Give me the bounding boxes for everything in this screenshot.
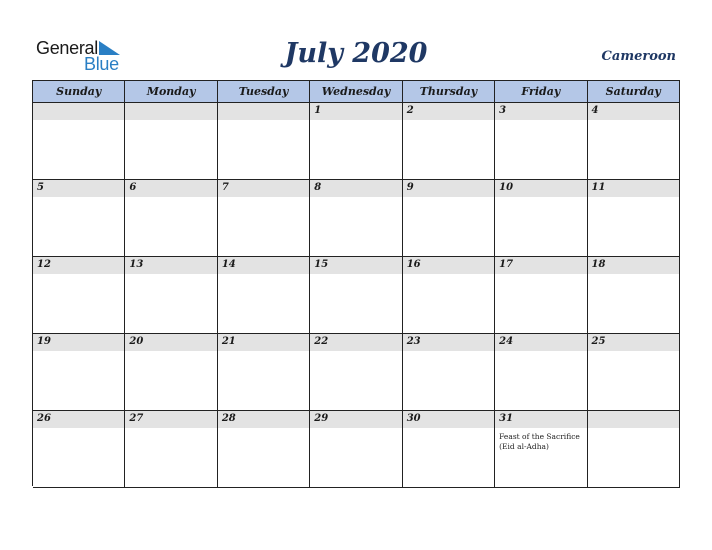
day-cell bbox=[218, 334, 310, 411]
day-number: 10 bbox=[499, 182, 514, 193]
day-number: 3 bbox=[499, 105, 507, 116]
day-number: 6 bbox=[129, 182, 137, 193]
day-number: 21 bbox=[221, 336, 236, 347]
day-number: 5 bbox=[37, 182, 44, 193]
day-cell bbox=[310, 103, 402, 180]
day-cell bbox=[310, 334, 402, 411]
day-cell bbox=[218, 180, 310, 257]
weekday-header-row bbox=[33, 81, 680, 103]
weekday-header: Sunday bbox=[33, 81, 125, 103]
day-cell bbox=[125, 180, 217, 257]
day-number: 2 bbox=[406, 105, 414, 116]
weekday-header: Tuesday bbox=[218, 81, 310, 103]
day-cell bbox=[218, 103, 310, 180]
day-number: 26 bbox=[37, 413, 51, 424]
day-number: 28 bbox=[221, 413, 236, 424]
day-band bbox=[588, 103, 679, 120]
calendar-title: July 2020 bbox=[284, 38, 428, 69]
day-number: 31 bbox=[499, 413, 514, 424]
day-cell bbox=[33, 411, 125, 488]
day-band bbox=[33, 103, 124, 120]
day-number: 23 bbox=[406, 336, 421, 347]
day-number: 8 bbox=[314, 182, 322, 193]
calendar-grid bbox=[32, 80, 680, 486]
day-cell bbox=[125, 257, 217, 334]
day-cell bbox=[218, 411, 310, 488]
day-cell bbox=[588, 103, 680, 180]
day-band bbox=[495, 103, 586, 120]
day-number: 19 bbox=[37, 336, 51, 347]
day-cell bbox=[495, 334, 587, 411]
holiday-label: Feast of the Sacrifice (Eid al-Adha) bbox=[499, 432, 580, 451]
day-cell bbox=[403, 257, 495, 334]
day-cell bbox=[588, 180, 680, 257]
week-row bbox=[33, 257, 680, 334]
day-number: 13 bbox=[129, 259, 144, 270]
day-cell bbox=[218, 257, 310, 334]
logo-general-text: General bbox=[36, 38, 98, 58]
day-band bbox=[218, 180, 309, 197]
weekday-header: Friday bbox=[495, 81, 587, 103]
day-band bbox=[125, 103, 216, 120]
day-number: 11 bbox=[591, 182, 606, 193]
day-number: 29 bbox=[314, 413, 329, 424]
day-number: 4 bbox=[591, 105, 599, 116]
week-row bbox=[33, 180, 680, 257]
day-cell bbox=[403, 334, 495, 411]
day-cell bbox=[310, 411, 402, 488]
day-cell bbox=[403, 103, 495, 180]
day-cell bbox=[33, 257, 125, 334]
weekday-header: Monday bbox=[125, 81, 217, 103]
logo-blue-text: Blue bbox=[84, 54, 119, 74]
week-row bbox=[33, 334, 680, 411]
day-band bbox=[33, 180, 124, 197]
day-band bbox=[403, 180, 494, 197]
week-row bbox=[33, 103, 680, 180]
day-cell bbox=[495, 411, 587, 488]
day-cell bbox=[588, 411, 680, 488]
day-cell bbox=[125, 103, 217, 180]
day-cell bbox=[33, 180, 125, 257]
day-band bbox=[403, 103, 494, 120]
day-number: 17 bbox=[499, 259, 514, 270]
day-cell bbox=[495, 257, 587, 334]
day-number: 14 bbox=[221, 259, 236, 270]
day-cell bbox=[310, 180, 402, 257]
day-band bbox=[125, 180, 216, 197]
day-number: 18 bbox=[591, 259, 606, 270]
country-label: Cameroon bbox=[601, 49, 676, 64]
weekday-header: Wednesday bbox=[310, 81, 402, 103]
day-number: 7 bbox=[221, 182, 229, 193]
day-number: 25 bbox=[591, 336, 606, 347]
weekday-header: Saturday bbox=[588, 81, 680, 103]
day-cell bbox=[588, 334, 680, 411]
day-cell bbox=[495, 103, 587, 180]
day-number: 24 bbox=[499, 336, 514, 347]
day-cell bbox=[125, 334, 217, 411]
day-number: 27 bbox=[129, 413, 144, 424]
day-cell bbox=[588, 257, 680, 334]
day-number: 22 bbox=[314, 336, 329, 347]
day-cell bbox=[403, 180, 495, 257]
day-band bbox=[218, 103, 309, 120]
day-band bbox=[310, 103, 401, 120]
day-band bbox=[310, 180, 401, 197]
day-cell bbox=[495, 180, 587, 257]
weekday-header: Thursday bbox=[403, 81, 495, 103]
day-number: 20 bbox=[129, 336, 144, 347]
day-cell bbox=[33, 334, 125, 411]
day-number: 16 bbox=[406, 259, 421, 270]
week-row bbox=[33, 411, 680, 488]
day-cell bbox=[33, 103, 125, 180]
day-number: 30 bbox=[406, 413, 421, 424]
day-cell bbox=[310, 257, 402, 334]
day-number: 1 bbox=[314, 105, 322, 116]
day-cell bbox=[403, 411, 495, 488]
day-number: 15 bbox=[314, 259, 329, 270]
day-number: 12 bbox=[37, 259, 51, 270]
day-band bbox=[588, 411, 679, 428]
day-number: 9 bbox=[406, 182, 414, 193]
day-cell bbox=[125, 411, 217, 488]
